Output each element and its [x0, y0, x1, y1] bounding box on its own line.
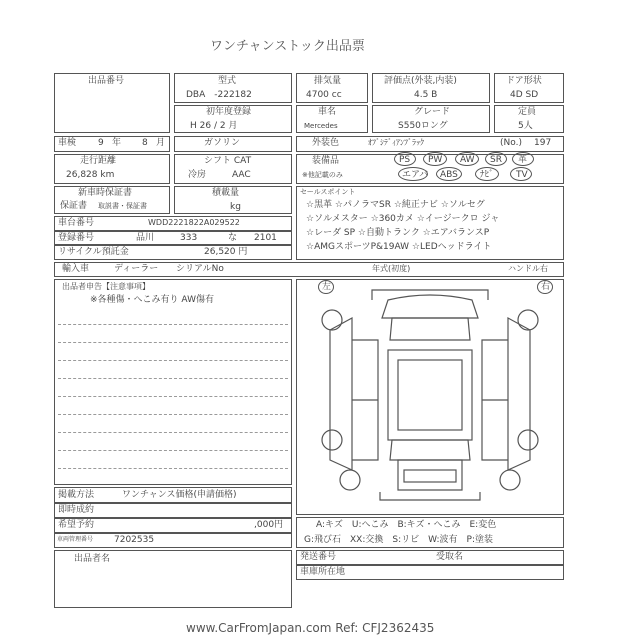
label-toroku-no: 登録番号 [58, 233, 95, 243]
label-shuppin-mei: 出品者名 [74, 554, 111, 564]
label-hyokaten: 評価点(外装,内装) [384, 76, 457, 86]
label-year-unit: 年 [112, 138, 122, 148]
value-toroku-area: 品川 [136, 233, 155, 243]
value-toroku-class: 333 [180, 233, 198, 243]
label-serial: シリアルNo [176, 264, 224, 274]
equip-pw: PW [428, 155, 443, 165]
car-front-hood [382, 295, 478, 318]
equip-airbag: エアバ [402, 170, 429, 180]
equip-leather: 革 [518, 155, 528, 165]
value-keisai-hoshiki: ワンチャンス価格(申請価格) [122, 490, 237, 500]
value-gaisoshoku: ｵﾌﾞｼﾃﾞｨｱﾝﾌﾞﾗｯｸ [368, 138, 424, 147]
footer-watermark: www.CarFromJapan.com Ref: CFJ2362435 [186, 621, 435, 635]
car-left-side [330, 318, 352, 470]
value-grade: S550ロング [398, 121, 448, 131]
equip-aw: AW [460, 155, 475, 165]
label-sonota: ※他記載のみ [302, 171, 343, 179]
wheel-rr [518, 430, 538, 450]
value-shaken-year: 9 [98, 138, 104, 148]
label-handle: ハンドル右 [508, 264, 548, 273]
car-right-side [508, 318, 530, 470]
value-kibo-kakaku: ,000円 [254, 520, 284, 530]
label-left: 左 [322, 282, 332, 292]
car-windshield [390, 318, 470, 340]
value-teiin: 5人 [518, 121, 533, 131]
note-line-1: ※各種傷・へこみ有り AW傷有 [90, 295, 214, 305]
label-yunyu: 輸入車 [62, 264, 90, 274]
label-shako-shozaichi: 車庫所在地 [300, 567, 346, 577]
label-notes-header: 出品者申告【注意事項】 [62, 282, 150, 291]
label-uketori: 受取名 [436, 552, 464, 562]
wheel-fr [518, 310, 538, 330]
label-dealer: ディーラー [114, 264, 159, 274]
sales-point-3: ☆レーダ SP ☆自動トランク ☆エアバランスP [306, 228, 490, 238]
sales-point-2: ☆ソルメスター ☆360カメ ☆イージークロ ジャ [306, 214, 500, 224]
car-trunk [398, 460, 462, 490]
equip-abs: ABS [440, 170, 458, 180]
label-gaisoshoku: 外装色 [312, 138, 340, 148]
label-shaken: 車検 [58, 138, 77, 148]
value-shanai-kanri: 7202535 [114, 535, 155, 545]
label-sales-point: セールスポイント [300, 188, 356, 196]
sales-point-1: ☆黒革 ☆パノラマSR ☆純正ナビ ☆ソルセグ [306, 200, 485, 210]
value-hyokaten: 4.5 B [414, 90, 438, 100]
label-haikiryo: 排気量 [314, 76, 342, 86]
label-shadai-no: 車台番号 [58, 218, 95, 228]
label-aircon: 冷房 [188, 170, 207, 180]
label-grade: グレード [414, 107, 451, 117]
wheel-rl [322, 430, 342, 450]
equip-sr: SR [490, 155, 502, 165]
label-sokuji-seiyaku: 即時成約 [58, 505, 95, 515]
label-hasso-no: 発送番号 [300, 552, 337, 562]
legend-row-1: A:キズ U:へこみ B:キズ・へこみ E:変色 [316, 520, 497, 530]
label-recycle: リサイクル預託金 [58, 247, 129, 257]
value-sekisai-unit: kg [230, 202, 241, 212]
label-sekisairyo: 積載量 [212, 188, 240, 198]
value-haikiryo: 4700 cc [306, 90, 342, 100]
hasso-box [296, 550, 564, 565]
label-keisai-hoshiki: 掲載方法 [58, 490, 95, 500]
label-month-unit: 月 [156, 138, 166, 148]
equip-navi: ﾅﾋﾞ [480, 170, 494, 180]
equip-ps: PS [399, 155, 411, 165]
value-shaken-month: 8 [142, 138, 148, 148]
value-recycle: 26,520 円 [204, 247, 248, 257]
value-fuel: ガソリン [204, 138, 241, 148]
label-sokokyori: 走行距離 [80, 156, 117, 166]
car-roof-inner [398, 360, 462, 430]
label-shinsha-hoshosho: 新車時保証書 [78, 188, 133, 198]
label-teiin: 定員 [518, 107, 537, 117]
value-shadai-no: WDD2221822A029522 [148, 218, 240, 227]
value-hoshosho-note: 取説書・保証書 [98, 202, 147, 210]
label-color-no: (No.) [500, 138, 522, 148]
car-rear-bumper [380, 492, 480, 500]
label-shanai-kanri: 車両管理番号 [57, 536, 94, 543]
label-shamei: 車名 [318, 107, 337, 117]
value-door: 4D SD [510, 90, 539, 100]
label-shonendo: 初年度登録 [206, 107, 252, 117]
label-hoshosho: 保証書 [60, 201, 88, 211]
sales-point-4: ☆AMGスポーツP&19AW ☆LEDヘッドライト [306, 242, 492, 252]
label-shuppin-no: 出品番号 [88, 76, 125, 86]
wheel-fl [322, 310, 342, 330]
value-shamei: Mercedes [304, 122, 338, 130]
label-door: ドア形状 [506, 76, 542, 86]
wheel-spare-l [340, 470, 360, 490]
equip-tv: TV [516, 170, 528, 180]
car-rear-window [390, 440, 470, 460]
value-color-no: 197 [534, 138, 552, 148]
value-shonendo: H 26 / 2 月 [190, 121, 238, 131]
wheel-spare-r [500, 470, 520, 490]
label-katashiki: 型式 [218, 76, 237, 86]
value-toroku-kana: な [228, 233, 238, 243]
label-soubihin: 装備品 [312, 156, 340, 166]
value-toroku-no: 2101 [254, 233, 277, 243]
label-kibo-kakaku: 希望予約 [58, 520, 95, 530]
value-sokokyori: 26,828 km [66, 170, 115, 180]
label-nenshiki: 年式(初度) [372, 264, 411, 273]
value-katashiki: DBA -222182 [186, 90, 252, 100]
value-shift: シフト CAT [204, 156, 252, 166]
value-aircon: AAC [232, 170, 251, 180]
car-plate [404, 470, 456, 482]
legend-row-2: G:飛び石 XX:交換 S:リビ W:波有 P:塗装 [304, 535, 493, 545]
car-roof [388, 350, 472, 440]
label-right: 右 [541, 282, 551, 292]
page-title: ワンチャンストック出品票 [210, 39, 365, 54]
